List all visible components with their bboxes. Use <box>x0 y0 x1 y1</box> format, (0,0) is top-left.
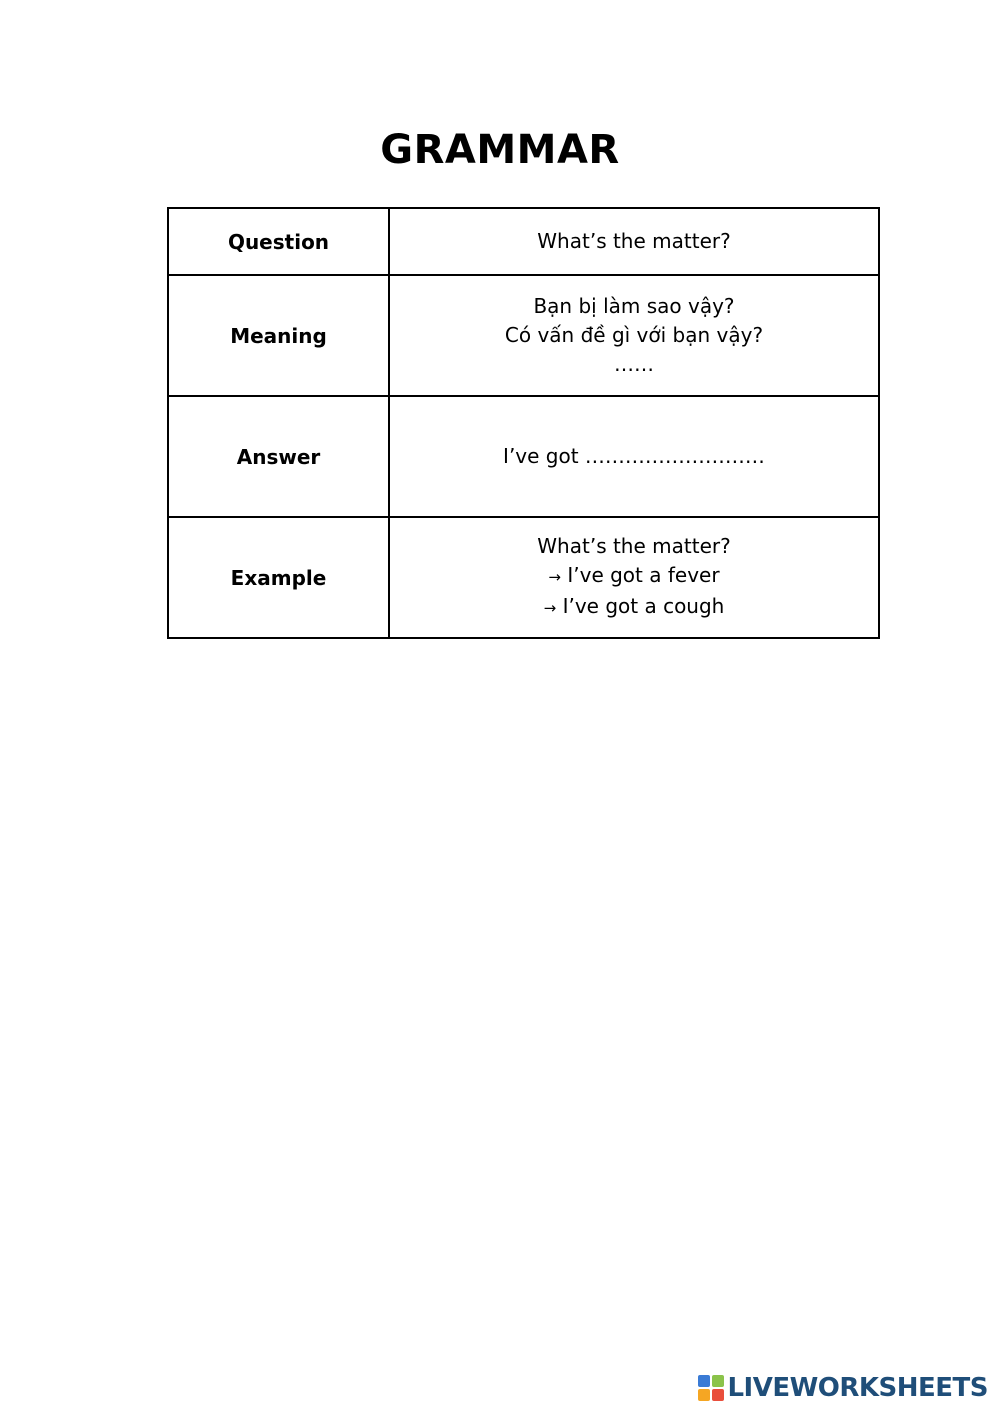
example-line-1: What’s the matter? <box>537 534 731 558</box>
arrow-right-icon: → <box>548 568 561 586</box>
question-label: Question <box>168 208 389 275</box>
logo-square <box>712 1389 724 1401</box>
table-row-question <box>168 208 879 275</box>
example-value <box>389 517 879 638</box>
liveworksheets-logo-icon <box>698 1375 724 1401</box>
meaning-line-1: Bạn bị làm sao vậy? <box>533 294 735 318</box>
table-row-example <box>168 517 879 638</box>
table-row-answer <box>168 396 879 517</box>
meaning-value <box>389 275 879 396</box>
grammar-table <box>167 207 880 639</box>
brand-watermark <box>698 1371 988 1405</box>
logo-square <box>698 1389 710 1401</box>
answer-line: I’ve got ……………………… <box>503 444 765 468</box>
brand-name: LIVEWORKSHEETS <box>727 1373 988 1403</box>
example-line-2 <box>400 561 868 592</box>
meaning-line-3: …… <box>614 352 654 376</box>
example-answer-1: I’ve got a fever <box>567 563 720 587</box>
logo-square <box>712 1375 724 1387</box>
arrow-right-icon: → <box>543 599 557 617</box>
example-label: Example <box>168 517 389 638</box>
answer-value <box>389 396 879 517</box>
page-title: GRAMMAR <box>380 127 620 173</box>
meaning-line-2: Có vấn đề gì với bạn vậy? <box>504 323 764 347</box>
answer-label: Answer <box>168 396 389 517</box>
table-row-meaning <box>168 275 879 396</box>
meaning-label: Meaning <box>168 275 389 396</box>
question-value <box>389 208 879 275</box>
example-answer-2: I’ve got a cough <box>562 594 725 618</box>
example-line-3 <box>400 592 868 623</box>
question-line: What’s the matter? <box>537 229 731 253</box>
logo-square <box>698 1375 710 1387</box>
